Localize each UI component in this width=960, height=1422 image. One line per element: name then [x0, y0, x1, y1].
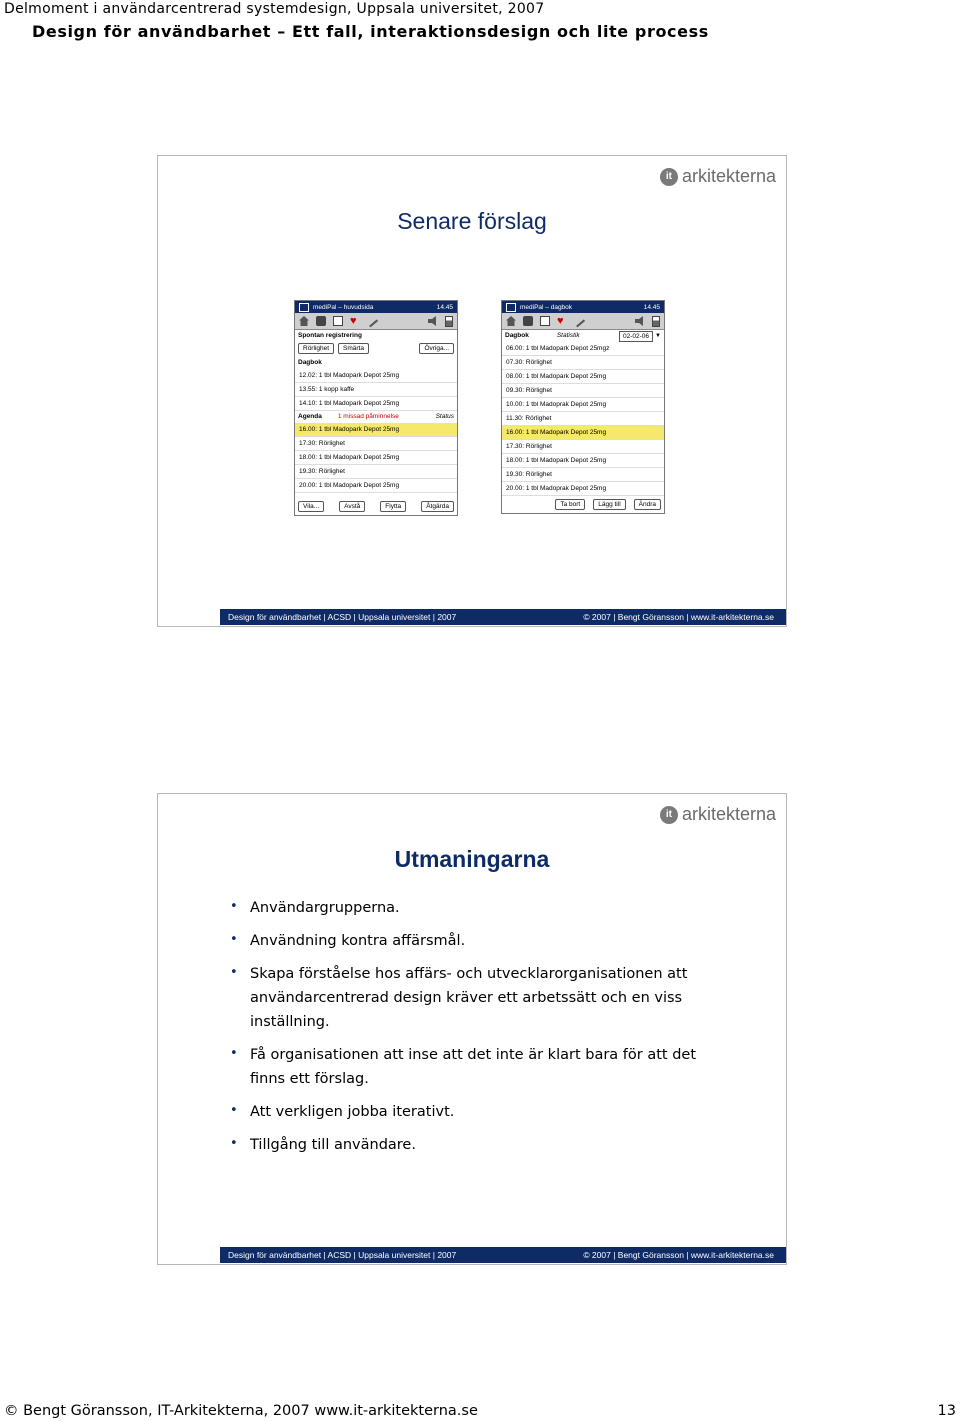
list-item[interactable]: 09.30: Rörlighet — [502, 384, 664, 398]
slide-senare-forslag — [157, 155, 787, 627]
list-item[interactable]: 17.30: Rörlighet — [295, 437, 457, 451]
vila-button[interactable]: Vila... — [298, 501, 324, 512]
tab-statistik[interactable]: Statistik — [556, 332, 580, 339]
list-item[interactable]: 10.00: 1 tbl Madoprak Depot 25mg — [502, 398, 664, 412]
list-item[interactable]: 07.30: Rörlighet — [502, 356, 664, 370]
bullet-item: • Få organisationen att inse att det inte är klart bara för att det finns ett förslag. — [228, 1043, 728, 1091]
medication-icon[interactable] — [316, 316, 326, 326]
phone-title-bar — [502, 301, 664, 313]
page-footer — [0, 1403, 960, 1422]
list-item[interactable]: 18.00: 1 tbl Madopark Depot 25mg — [502, 454, 664, 468]
chip-rorlighet[interactable]: Rörlighet — [298, 343, 334, 354]
flytta-button[interactable]: Flytta — [380, 501, 406, 512]
bullet-item: • Användargrupperna. — [228, 896, 728, 920]
chip-ovriga[interactable]: Övriga... — [419, 343, 454, 354]
it-arkitekterna-logo: it arkitekterna — [660, 166, 776, 187]
list-item[interactable]: 17.30: Rörlighet — [502, 440, 664, 454]
tools-icon[interactable] — [573, 315, 585, 327]
phone-diary-screen — [501, 300, 665, 514]
app-icon — [506, 303, 516, 312]
list-item[interactable]: 20.00: 1 tbl Madoprak Depot 25mg — [502, 482, 664, 496]
section-agenda: Agenda 1 missad påminnelse Status — [295, 411, 457, 423]
tab-dagbok[interactable]: Dagbok — [505, 332, 529, 339]
bullet-list — [228, 896, 728, 1166]
battery-icon — [652, 316, 660, 327]
footer-left: Design för användbarhet | ACSD | Uppsala universitet | 2007 — [228, 612, 457, 622]
phone-toolbar — [502, 313, 664, 330]
slide-utmaningarna — [157, 793, 787, 1265]
footer-right: © 2007 | Bengt Göransson | www.it-arkitekterna.se — [583, 612, 774, 622]
page-number: 13 — [937, 1403, 956, 1419]
bullet-item: • Att verkligen jobba iterativt. — [228, 1100, 728, 1124]
list-item[interactable]: 12.02: 1 tbl Madopark Depot 25mg — [295, 369, 457, 383]
heart-icon[interactable]: ♥ — [557, 315, 564, 327]
section-dagbok: Dagbok — [298, 359, 322, 366]
bullet-item: • Skapa förståelse hos affärs- och utvecklarorganisationen att användarcentrerad design kräver ett arbetssätt och en viss inställning. — [228, 962, 728, 1034]
slide-footer — [220, 609, 786, 625]
list-item[interactable]: 06.00: 1 tbl Madopark Depot 25mgz — [502, 342, 664, 356]
list-item[interactable]: 19.30: Rörlighet — [295, 465, 457, 479]
app-icon — [299, 303, 309, 312]
andra-button[interactable]: Ändra — [634, 499, 661, 510]
phone-toolbar — [295, 313, 457, 330]
slide-title: Utmaningarna — [394, 846, 550, 872]
battery-icon — [445, 316, 453, 327]
page-footer-credit: © Bengt Göransson, IT-Arkitekterna, 2007 www.it-arkitekterna.se — [4, 1403, 478, 1419]
list-item[interactable]: 08.00: 1 tbl Madopark Depot 25mg — [502, 370, 664, 384]
phone-time: 14.45 — [643, 303, 660, 311]
slide-footer — [220, 1247, 786, 1263]
list-item[interactable]: 14.10: 1 tbl Madopark Depot 25mg — [295, 397, 457, 411]
document-header-course: Delmoment i användarcentrerad systemdesign, Uppsala universitet, 2007 — [4, 1, 545, 17]
list-item[interactable]: 13.55: 1 kopp kaffe — [295, 383, 457, 397]
phone-time: 14.45 — [436, 303, 453, 311]
avsta-button[interactable]: Avstå — [339, 501, 365, 512]
bullet-item: • Tillgång till användare. — [228, 1133, 728, 1157]
speaker-icon[interactable] — [428, 316, 438, 326]
list-item[interactable]: 11.30: Rörlighet — [502, 412, 664, 426]
it-arkitekterna-logo: it arkitekterna — [660, 804, 776, 825]
list-item[interactable]: 20.00: 1 tbl Madopark Depot 25mg — [295, 479, 457, 493]
phone-title: mediPal – huvudsida — [313, 303, 374, 311]
phone-title: mediPal – dagbok — [520, 303, 573, 311]
diary-tabs — [502, 330, 664, 342]
missed-reminder: 1 missad påminnelse — [337, 413, 399, 420]
list-item[interactable]: 16.00: 1 tbl Madopark Depot 25mg — [295, 423, 457, 437]
status-label: Status — [435, 413, 454, 420]
list-item[interactable]: 16.00: 1 tbl Madopark Depot 25mg — [502, 426, 664, 440]
document-header-title: Design för användbarhet – Ett fall, interaktionsdesign och lite process — [32, 22, 709, 41]
chip-smarta[interactable]: Smärta — [338, 343, 369, 354]
footer-right: © 2007 | Bengt Göransson | www.it-arkitekterna.se — [583, 1250, 774, 1260]
medication-icon[interactable] — [523, 316, 533, 326]
tools-icon[interactable] — [366, 315, 378, 327]
list-item[interactable]: 18.00: 1 tbl Madopark Depot 25mg — [295, 451, 457, 465]
lagg-till-button[interactable]: Lägg till — [593, 499, 625, 510]
chevron-down-icon[interactable]: ▼ — [655, 333, 661, 339]
list-item[interactable]: 19.30: Rörlighet — [502, 468, 664, 482]
ta-bort-button[interactable]: Ta bort — [555, 499, 585, 510]
home-icon[interactable] — [299, 316, 309, 326]
section-spontan: Spontan registrering — [298, 332, 362, 339]
bullet-item: • Användning kontra affärsmål. — [228, 929, 728, 953]
phone-main-screen — [294, 300, 458, 516]
heart-icon[interactable]: ♥ — [350, 315, 357, 327]
diary-icon[interactable] — [540, 316, 550, 326]
footer-left: Design för användbarhet | ACSD | Uppsala universitet | 2007 — [228, 1250, 457, 1260]
diary-icon[interactable] — [333, 316, 343, 326]
atgarda-button[interactable]: Åtgärda — [421, 501, 454, 512]
phone-title-bar — [295, 301, 457, 313]
slide-title: Senare förslag — [397, 208, 547, 234]
date-select[interactable]: 02-02-06 — [619, 331, 653, 342]
home-icon[interactable] — [506, 316, 516, 326]
speaker-icon[interactable] — [635, 316, 645, 326]
